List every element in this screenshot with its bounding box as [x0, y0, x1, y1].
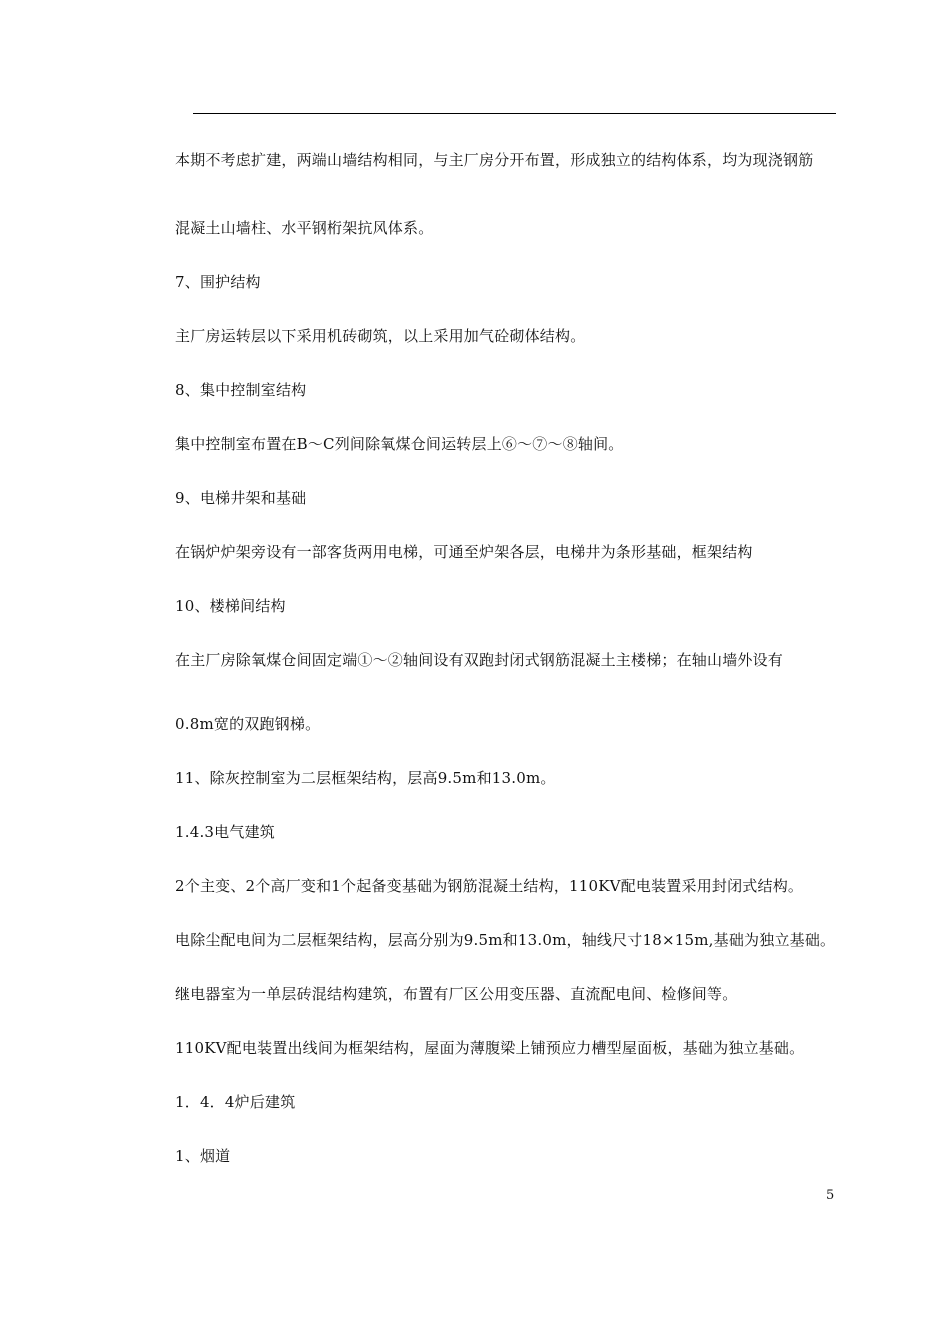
body-text-line: 集中控制室布置在B～C列间除氧煤仓间运转层上⑥～⑦～⑧轴间。	[175, 435, 624, 453]
section-heading: 1、烟道	[175, 1147, 231, 1165]
body-text-line: 2个主变、2个高厂变和1个起备变基础为钢筋混凝土结构，110KV配电装置采用封闭式结构。	[175, 877, 804, 895]
body-text-line: 混凝土山墙柱、水平钢桁架抗风体系。	[175, 219, 434, 237]
section-heading: 7、围护结构	[175, 273, 261, 291]
section-heading: 8、集中控制室结构	[175, 381, 307, 399]
section-heading: 1．4．4炉后建筑	[175, 1093, 296, 1111]
body-text-line: 本期不考虑扩建，两端山墙结构相同，与主厂房分开布置，形成独立的结构体系，均为现浇钢筋	[175, 151, 814, 169]
body-text-line: 0.8m宽的双跑钢梯。	[175, 715, 321, 733]
page-number: 5	[826, 1188, 835, 1203]
body-text-line: 继电器室为一单层砖混结构建筑，布置有厂区公用变压器、直流配电间、检修间等。	[175, 985, 738, 1003]
body-text-line: 主厂房运转层以下采用机砖砌筑，以上采用加气砼砌体结构。	[175, 327, 586, 345]
section-heading: 10、楼梯间结构	[175, 597, 286, 615]
section-heading: 9、电梯井架和基础	[175, 489, 307, 507]
body-text-line: 11、除灰控制室为二层框架结构，层高9.5m和13.0m。	[175, 769, 556, 787]
body-text-line: 电除尘配电间为二层框架结构，层高分别为9.5m和13.0m，轴线尺寸18×15m,基础为独立基础。	[175, 931, 836, 949]
body-text-line: 在锅炉炉架旁设有一部客货两用电梯，可通至炉架各层，电梯井为条形基础，框架结构	[175, 543, 753, 561]
section-heading: 1.4.3电气建筑	[175, 823, 275, 841]
body-text-line: 110KV配电装置出线间为框架结构，屋面为薄腹梁上铺预应力槽型屋面板，基础为独立基础。	[175, 1039, 805, 1057]
header-rule	[193, 113, 836, 114]
body-text-line: 在主厂房除氧煤仓间固定端①～②轴间设有双跑封闭式钢筋混凝土主楼梯；在轴山墙外设有	[175, 651, 784, 669]
